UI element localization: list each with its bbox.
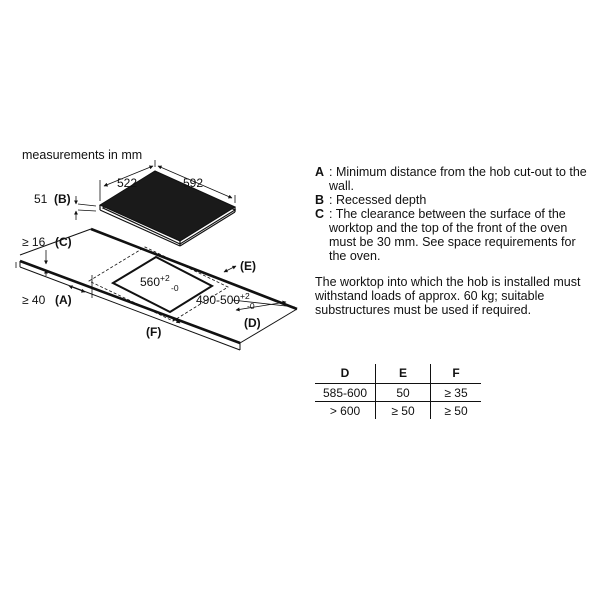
table-cell: ≥ 50 [376, 402, 431, 420]
cutout-depth-tol-lower: -0 [247, 301, 255, 311]
hob-depth-label: 592 [183, 176, 204, 190]
cutout-depth-tol-upper: +2 [240, 291, 250, 301]
legend-text-c: : The clearance between the surface of the worktop and the top of the front of the oven must be 30 mm. See space requirements for the oven. [329, 207, 576, 263]
cutout-depth-base: 490-500 [196, 293, 241, 307]
legend-text-b: : Recessed depth [329, 193, 427, 207]
cutout-width-tol-lower: -0 [171, 283, 179, 293]
table-row [315, 402, 481, 420]
table-cell: ≥ 50 [431, 402, 482, 420]
ref-c-label: (C) [55, 235, 72, 249]
legend-item-a [315, 165, 595, 193]
dimensions-table [315, 364, 481, 419]
table-cell: 585-600 [315, 384, 376, 402]
legend [315, 165, 595, 263]
ref-f-label: (F) [146, 325, 162, 339]
legend-key-c: C [315, 207, 325, 221]
legend-text-a: : Minimum distance from the hob cut-out to the wall. [329, 165, 587, 193]
table-cell: ≥ 35 [431, 384, 482, 402]
legend-key-b: B [315, 193, 325, 207]
cutout-width-base: 560 [140, 275, 161, 289]
legend-key-a: A [315, 165, 325, 179]
table-cell: > 600 [315, 402, 376, 420]
table-cell: 50 [376, 384, 431, 402]
legend-item-c [315, 207, 595, 263]
min-a-value: ≥ 40 [22, 293, 46, 307]
hob-width-label: 522 [117, 176, 138, 190]
table-header-f: F [431, 364, 482, 384]
table-header-d: D [340, 366, 350, 380]
ref-a-label: (A) [55, 293, 72, 307]
ref-d-label: (D) [244, 316, 261, 330]
load-note: The worktop into which the hob is installed must withstand loads of approx. 60 kg; suitable substructures must be used if required. [315, 275, 581, 317]
min-c-value: ≥ 16 [22, 235, 46, 249]
table-row [315, 384, 481, 402]
table-header-e: E [376, 364, 431, 384]
ref-b-label: (B) [54, 192, 71, 206]
units-note: measurements in mm [22, 148, 143, 162]
legend-item-b [315, 193, 595, 207]
ref-e-label: (E) [240, 259, 256, 273]
hob-height-value: 51 [34, 192, 48, 206]
table-header-row [315, 364, 481, 384]
cutout-width-tol-upper: +2 [160, 273, 170, 283]
